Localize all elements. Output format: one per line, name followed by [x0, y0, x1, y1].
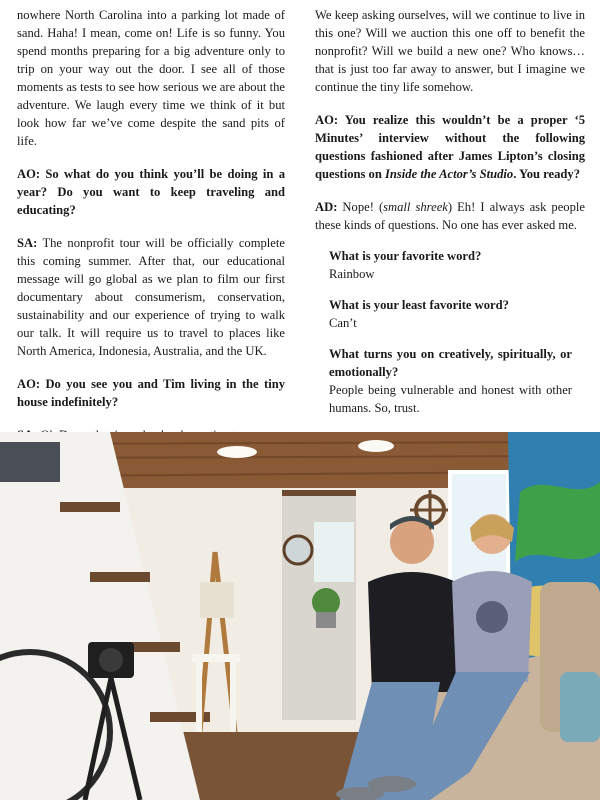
right-column — [315, 6, 585, 430]
qa-question: What turns you on creatively, spiritually, or emotionally? — [329, 347, 572, 379]
answer-text: Nope! ( — [337, 200, 384, 214]
plant — [312, 588, 340, 616]
answer-text: ) Eh! I always ask people these kinds of questions. No one has ever asked me. — [315, 200, 585, 232]
ceiling-light — [358, 440, 394, 452]
interview-question: AO: Do you see you and Tim living in the tiny house indefinitely? — [17, 377, 285, 409]
answer-text: The nonprofit tour will be officially complete this coming summer. After that, our educational message will go global as we plan to film our first documentary about consumerism, conservation, sustainability and our experience of trying to walk our talk. It will require us to travel to places like North America, Indonesia, Australia, and the UK. — [17, 236, 285, 358]
qa-item — [329, 296, 572, 332]
interview-question: AO: So what do you think you’ll be doing in a year? Do you want to keep traveling and educating? — [17, 167, 285, 217]
interview-answer — [315, 198, 585, 234]
interview-answer — [17, 234, 285, 360]
paragraph: We keep asking ourselves, will we continue to live in this one? Will we auction this one off to benefit the nonprofit? Will we build a new one? Who knows… that is just too far away to answer, but I imagine we continue the tiny life somehow. — [315, 8, 585, 94]
qa-item — [329, 345, 572, 417]
answer-aside: small shreek — [383, 200, 448, 214]
lipton-questions — [329, 247, 572, 417]
speaker-label: AD: — [315, 200, 338, 214]
qa-question: What is your favorite word? — [329, 249, 482, 263]
question-text: AO: You realize this wouldn’t be a proper ‘5 Minutes’ interview without the following questions fashioned after James Lipton’s closing questions on — [315, 113, 585, 181]
interview-question — [315, 111, 585, 183]
qa-question: What is your least favorite word? — [329, 298, 509, 312]
left-column — [17, 6, 285, 459]
ceiling-light — [217, 446, 257, 458]
man-shirt — [368, 572, 460, 692]
qa-item — [329, 247, 572, 283]
tiny-house-photo — [0, 432, 600, 800]
round-mirror — [284, 536, 312, 564]
qa-answer: Rainbow — [329, 267, 375, 281]
qa-answer: Can’t — [329, 316, 357, 330]
paragraph: nowhere North Carolina into a parking lot made of sand. Haha! I mean, come on! Life is so funny. You spend months preparing for a big adventure only to trip on your way out the door. I see all of those moments as tests to see how serious we are about the adventure. We laugh every time we think of it but look how far we’ve come despite the sand pits of life. — [17, 8, 285, 148]
question-text: . You ready? — [513, 167, 581, 181]
qa-answer: People being vulnerable and honest with other humans. So, trust. — [329, 383, 572, 415]
man-head — [390, 520, 434, 564]
speaker-label: SA: — [17, 236, 38, 250]
show-title: Inside the Actor’s Studio — [385, 167, 514, 181]
photo-illustration — [0, 432, 600, 800]
